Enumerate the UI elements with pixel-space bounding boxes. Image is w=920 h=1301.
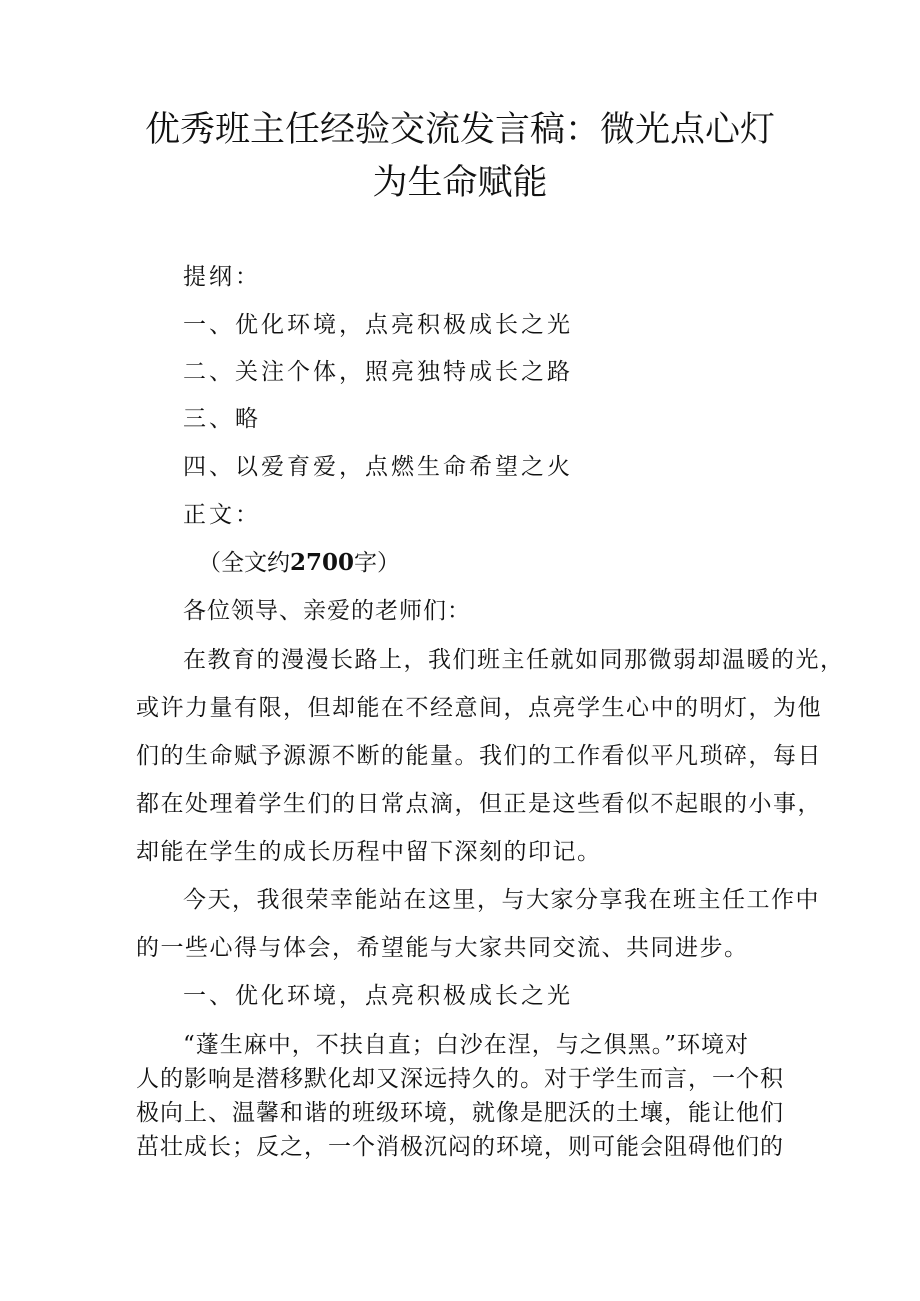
word-count-suffix: 字） [354, 550, 401, 576]
word-count-prefix: （全文约 [198, 550, 290, 576]
paragraph-3-line-4: 茁壮成长；反之，一个消极沉闷的环境，则可能会阻碍他们的 [136, 1134, 784, 1160]
paragraph-1-line-1: 在教育的漫漫长路上，我们班主任就如同那微弱却温暖的光， [183, 647, 845, 673]
body-label: 正文： [183, 502, 261, 528]
paragraph-1-line-4: 都在处理着学生们的日常点滴，但正是这些看似不起眼的小事， [136, 791, 822, 817]
word-count-number: 2700 [290, 549, 355, 576]
outline-item-4: 四、以爱育爱，点燃生命希望之火 [183, 454, 573, 480]
paragraph-1-line-3: 们的生命赋予源源不断的能量。我们的工作看似平凡琐碎，每日 [136, 743, 822, 769]
paragraph-1-line-5: 却能在学生的成长历程中留下深刻的印记。 [136, 839, 602, 865]
paragraph-1-line-2: 或许力量有限，但却能在不经意间，点亮学生心中的明灯，为他 [136, 695, 822, 721]
outline-label: 提纲： [183, 264, 261, 290]
outline-item-3: 三、略 [183, 406, 261, 432]
title-line-1: 优秀班主任经验交流发言稿：微光点心灯 [144, 110, 775, 150]
greeting: 各位领导、亲爱的老师们： [183, 598, 471, 624]
paragraph-3-line-3: 极向上、温馨和谐的班级环境，就像是肥沃的土壤，能让他们 [136, 1100, 784, 1126]
paragraph-2-line-1: 今天，我很荣幸能站在这里，与大家分享我在班主任工作中 [183, 887, 820, 913]
paragraph-2-line-2: 的一些心得与体会，希望能与大家共同交流、共同进步。 [136, 935, 749, 961]
outline-item-2: 二、关注个体，照亮独特成长之路 [183, 359, 573, 385]
outline-item-1: 一、优化环境，点亮积极成长之光 [183, 312, 573, 338]
paragraph-3-line-2: 人的影响是潜移默化却又深远持久的。对于学生而言，一个积 [136, 1066, 784, 1092]
title-line-2: 为生命赋能 [372, 163, 548, 203]
section-1-heading: 一、优化环境，点亮积极成长之光 [183, 983, 573, 1009]
paragraph-3-line-1: “蓬生麻中，不扶自直；白沙在涅，与之俱黑。”环境对 [183, 1032, 750, 1058]
word-count-note [198, 548, 400, 578]
document-title [100, 104, 820, 210]
